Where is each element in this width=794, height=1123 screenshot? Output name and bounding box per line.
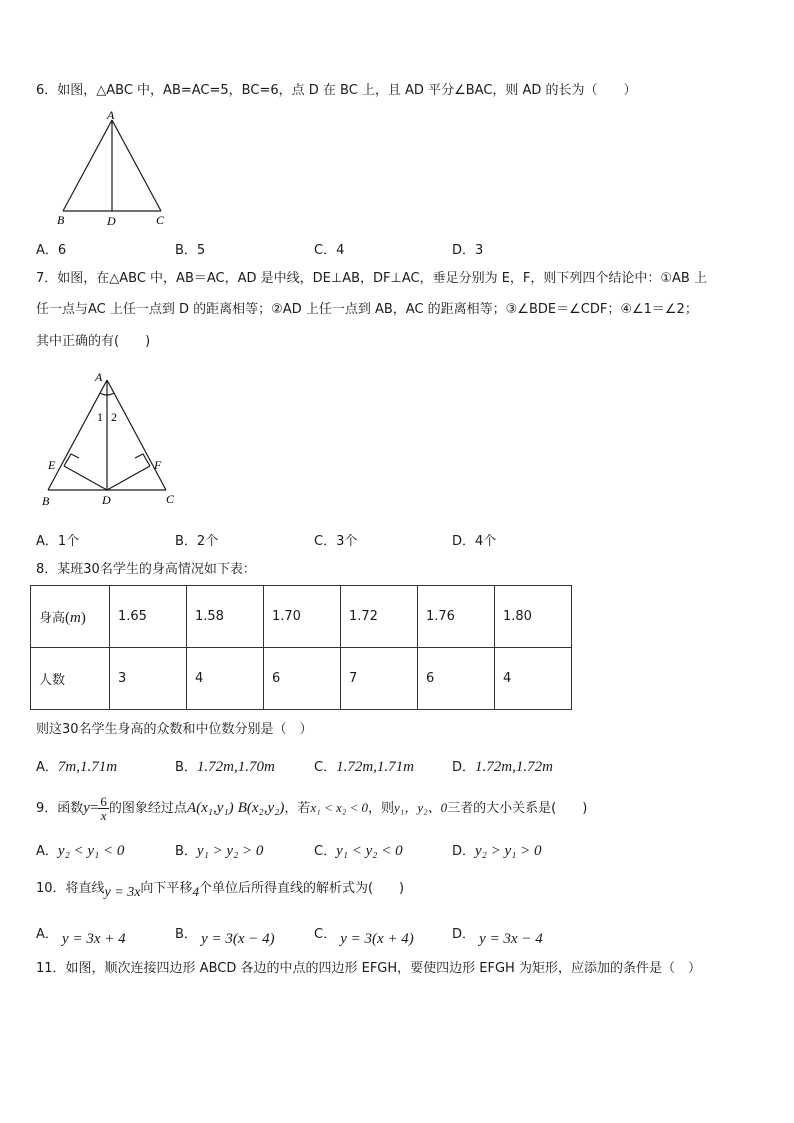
q9-stem: 9．函数y= $\frac{6}{x}$ 的图象经过点A(x₁,y₁) B(x₂,y₂)，若x₁ < x₂ < 0，则y₁，y₂、0三者的大小关系是( ) — [36, 794, 588, 823]
table-cell-height: 1.76 — [418, 586, 495, 648]
q9-fraction: $\frac{6}{x}$ — [100, 794, 107, 823]
q7-option-d[interactable]: D．4个 — [452, 534, 497, 549]
q10-option-d[interactable]: D． y = 3x − 4 — [452, 927, 543, 947]
q10-option-a[interactable]: A． y = 3x + 4 — [36, 927, 126, 947]
table-cell-count: 4 — [187, 648, 264, 710]
q10-option-c[interactable]: C． y = 3(x + 4) — [314, 927, 414, 947]
table-cell-count: 7 — [341, 648, 418, 710]
q7-triangle-figure — [38, 366, 188, 512]
q8-option-b[interactable]: B．1.72m,1.70m — [175, 759, 275, 775]
q6-option-c[interactable]: C．4 — [314, 243, 345, 258]
q7-label-e: E — [48, 458, 56, 472]
table-cell-height: 1.80 — [495, 586, 572, 648]
q7-label-f: F — [154, 458, 162, 472]
q7-label-c: C — [166, 492, 175, 506]
q6-triangle-figure — [52, 108, 182, 230]
table-header-height: 身高(m) — [31, 586, 110, 648]
height-table — [30, 585, 572, 710]
table-cell-count: 3 — [110, 648, 187, 710]
q6-side-ab — [63, 120, 112, 211]
q8-option-a[interactable]: A．7m,1.71m — [36, 759, 118, 775]
q10-option-b[interactable]: B． y = 3(x − 4) — [175, 927, 275, 947]
q6-stem: 6．如图，△ABC 中，AB=AC=5，BC=6，点 D 在 BC 上，且 AD 平分∠BAC，则 AD 的长为（ ） — [36, 83, 637, 98]
q10-stem: 10．将直线y = 3x向下平移4个单位后所得直线的解析式为( ) — [36, 881, 405, 900]
table-cell-height: 1.65 — [110, 586, 187, 648]
table-cell-count: 4 — [495, 648, 572, 710]
table-cell-count: 6 — [264, 648, 341, 710]
q7-option-b[interactable]: B．2个 — [175, 534, 219, 549]
q6-label-c: C — [156, 213, 165, 227]
q7-segment-de — [64, 466, 107, 490]
q7-label-a: A — [95, 370, 103, 384]
q9-option-d[interactable]: D．y₂ > y₁ > 0 — [452, 843, 542, 859]
q7-segment-df — [107, 466, 150, 490]
q6-option-a[interactable]: A．6 — [36, 243, 67, 258]
q8-option-d[interactable]: D．1.72m,1.72m — [452, 759, 553, 775]
q8-question: 则这30名学生身高的众数和中位数分别是（ ） — [36, 722, 313, 737]
table-cell-count: 6 — [418, 648, 495, 710]
q7-label-b: B — [42, 494, 50, 508]
q9-option-b[interactable]: B．y₁ > y₂ > 0 — [175, 843, 264, 859]
q9-option-a[interactable]: A．y₂ < y₁ < 0 — [36, 843, 125, 859]
q7-label-angle2: 2 — [111, 410, 117, 424]
q7-stem-line2: 任一点与AC 上任一点到 D 的距离相等；②AD 上任一点到 AB，AC 的距离相等；③∠BDE＝∠CDF；④∠1＝∠2； — [36, 302, 698, 317]
table-header-count: 人数 — [31, 648, 110, 710]
q7-stem-line1: 7．如图，在△ABC 中，AB＝AC，AD 是中线，DE⊥AB，DF⊥AC，垂足分别为 E，F，则下列四个结论中：①AB 上 — [36, 271, 707, 286]
q7-option-c[interactable]: C．3个 — [314, 534, 358, 549]
table-cell-height: 1.70 — [264, 586, 341, 648]
q6-label-a: A — [107, 108, 115, 122]
q7-label-angle1: 1 — [97, 410, 103, 424]
q6-label-b: B — [57, 213, 65, 227]
q7-option-a[interactable]: A．1个 — [36, 534, 80, 549]
q9-option-c[interactable]: C．y₁ < y₂ < 0 — [314, 843, 403, 859]
q6-option-d[interactable]: D．3 — [452, 243, 484, 258]
q8-stem: 8．某班30名学生的身高情况如下表： — [36, 562, 256, 577]
q7-label-d: D — [102, 493, 111, 507]
table-row-counts — [31, 648, 572, 710]
table-row-heights — [31, 586, 572, 648]
q6-option-b[interactable]: B．5 — [175, 243, 206, 258]
q7-stem-line3: 其中正确的有( ) — [36, 334, 151, 349]
table-cell-height: 1.58 — [187, 586, 264, 648]
q8-option-c[interactable]: C．1.72m,1.71m — [314, 759, 414, 775]
table-cell-height: 1.72 — [341, 586, 418, 648]
q11-stem: 11．如图，顺次连接四边形 ABCD 各边的中点的四边形 EFGH，要使四边形 EFGH 为矩形，应添加的条件是（ ） — [36, 961, 701, 976]
q6-side-ac — [112, 120, 161, 211]
q6-label-d: D — [107, 214, 116, 228]
